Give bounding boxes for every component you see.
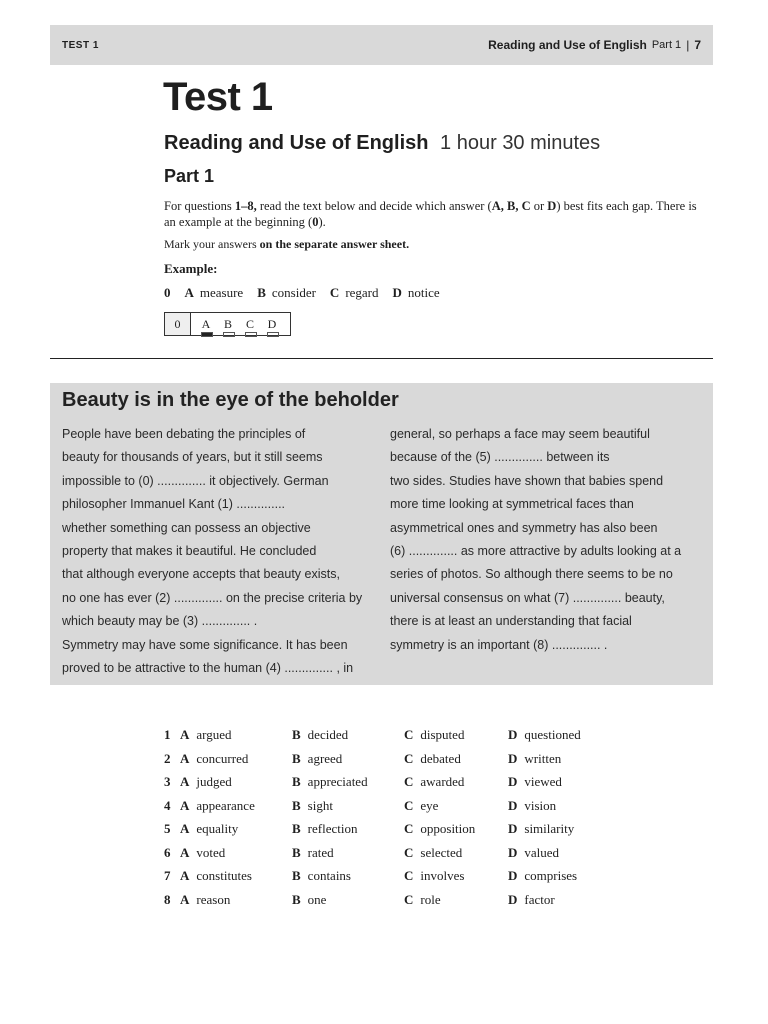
page-header — [50, 25, 713, 65]
option-letter: A — [180, 797, 190, 813]
passage-line: People have been debating the principles of — [62, 427, 306, 441]
option-letter: C — [404, 727, 414, 742]
answer-grid-letter: D — [267, 316, 277, 331]
option-letter: B — [292, 727, 301, 742]
header-section-info — [488, 38, 701, 52]
option-text: viewed — [524, 774, 562, 789]
answer-grid-letter: A — [201, 316, 211, 331]
passage-line: universal consensus on what (7) .............. beauty, — [390, 590, 665, 605]
option-letter: B — [292, 750, 301, 766]
option-a — [180, 841, 292, 865]
option-text: decided — [307, 727, 349, 742]
option-text: appearance — [196, 797, 255, 813]
passage-line: symmetry is an important (8) .............. . — [390, 637, 608, 652]
example-answer-grid — [164, 312, 291, 336]
answer-grid-letter: C — [245, 316, 254, 331]
option-letter: D — [508, 774, 518, 789]
option-text: selected — [420, 844, 463, 860]
option-letter: A — [180, 774, 190, 789]
option-b — [292, 841, 404, 865]
option-text: judged — [196, 774, 232, 789]
option-text: one — [307, 891, 327, 907]
question-number: 8 — [164, 891, 171, 907]
option-text: argued — [196, 727, 232, 742]
subtitle-section: Reading and Use of English — [164, 132, 429, 154]
option-b — [292, 747, 404, 771]
subtitle-duration: 1 hour 30 minutes — [440, 132, 601, 154]
passage-line: property that makes it beautiful. He concluded — [62, 543, 317, 558]
option-c — [404, 794, 508, 818]
option-c — [404, 770, 508, 794]
option-text: sight — [307, 797, 333, 813]
instr-text: ) best fits each gap. There is an example at the beginning ( — [164, 199, 697, 229]
option-d — [508, 747, 608, 771]
option-letter: D — [392, 285, 402, 300]
option-a — [180, 723, 292, 747]
option-text: contains — [307, 868, 351, 883]
option-d — [508, 794, 608, 818]
option-letter: A — [180, 750, 190, 766]
option-letter: B — [257, 285, 266, 300]
option-text: measure — [199, 285, 244, 300]
passage-line: no one has ever (2) .............. on the precise criteria by — [62, 590, 363, 605]
option-text: similarity — [524, 821, 575, 836]
option-a — [180, 770, 292, 794]
option-text: questioned — [524, 727, 581, 742]
option-letter: A — [180, 891, 190, 907]
answer-grid-number: 0 — [165, 313, 191, 335]
header-part: Part 1 — [651, 39, 682, 51]
option-text: rated — [307, 844, 334, 860]
passage-line: philosopher Immanuel Kant (1) .............. — [62, 497, 286, 512]
section-subtitle — [164, 132, 600, 155]
option-text: factor — [524, 891, 555, 907]
example-label: Example: — [164, 261, 218, 276]
page-title: Test 1 — [163, 75, 273, 119]
part-heading: Part 1 — [164, 166, 215, 186]
option-letter: C — [404, 844, 414, 860]
option-c — [404, 723, 508, 747]
passage-left-column — [62, 423, 382, 680]
option-letter: C — [404, 797, 414, 813]
option-d — [508, 841, 608, 865]
instr-bold: A, B, C — [491, 199, 531, 213]
section-divider — [50, 358, 713, 359]
option-c — [404, 747, 508, 771]
question-row — [164, 747, 608, 771]
option-d — [508, 723, 608, 747]
question-row — [164, 841, 608, 865]
question-number: 6 — [164, 844, 171, 860]
passage-line: series of photos. So although there seems to be no — [390, 567, 673, 582]
option-text: concurred — [196, 750, 249, 766]
option-letter: C — [404, 750, 414, 766]
mark-bold: on the separate answer sheet. — [259, 237, 410, 251]
instr-text: or — [530, 199, 548, 213]
option-text: disputed — [420, 727, 465, 742]
option-b — [292, 794, 404, 818]
passage-line: proved to be attractive to the human (4) .............. , in — [62, 660, 354, 675]
option-text: constitutes — [196, 868, 252, 883]
question-number: 4 — [164, 797, 171, 813]
option-d — [508, 770, 608, 794]
passage-title: Beauty is in the eye of the beholder — [62, 389, 399, 411]
option-letter: C — [329, 285, 340, 300]
option-letter: D — [508, 727, 518, 742]
reading-passage — [50, 383, 713, 685]
passage-line: which beauty may be (3) .............. . — [62, 614, 258, 629]
option-letter: B — [292, 868, 301, 883]
option-text: notice — [407, 285, 440, 300]
instr-text: read the text below and decide which answer ( — [256, 199, 492, 213]
header-test-label: TEST 1 — [62, 39, 99, 51]
passage-line: Symmetry may have some significance. It has been — [62, 637, 348, 652]
option-letter: D — [508, 844, 518, 860]
question-number: 3 — [164, 774, 171, 789]
instr-text: For questions — [164, 199, 235, 213]
option-b — [292, 723, 404, 747]
option-letter: C — [404, 868, 414, 883]
option-text: comprises — [524, 868, 578, 883]
example-option — [185, 285, 244, 301]
option-letter: A — [184, 285, 194, 300]
option-text: reason — [196, 891, 231, 907]
question-row — [164, 723, 608, 747]
question-number: 5 — [164, 821, 171, 836]
passage-line: impossible to (0) .............. it objectively. German — [62, 473, 329, 488]
option-text: involves — [420, 868, 465, 883]
option-c — [404, 864, 508, 888]
passage-line: asymmetrical ones and symmetry has also been — [390, 520, 658, 535]
passage-right-column — [390, 423, 708, 657]
option-a — [180, 817, 292, 841]
option-a — [180, 888, 292, 912]
option-text: awarded — [420, 774, 465, 789]
example-options — [164, 285, 440, 301]
option-letter: B — [292, 774, 301, 789]
option-letter: D — [508, 868, 518, 883]
question-row — [164, 864, 608, 888]
passage-line: two sides. Studies have shown that babies spend — [390, 473, 664, 488]
option-c — [404, 817, 508, 841]
header-section: Reading and Use of English — [488, 38, 647, 52]
option-text: debated — [420, 750, 461, 766]
option-letter: B — [292, 821, 301, 836]
example-option — [393, 285, 440, 301]
question-row — [164, 817, 608, 841]
answer-options-list — [164, 723, 608, 911]
option-text: vision — [524, 797, 557, 813]
option-letter: C — [404, 774, 414, 789]
option-text: opposition — [420, 821, 476, 836]
option-b — [292, 888, 404, 912]
option-d — [508, 888, 608, 912]
option-a — [180, 747, 292, 771]
passage-line: more time looking at symmetrical faces than — [390, 497, 634, 512]
example-option — [330, 285, 379, 301]
option-b — [292, 770, 404, 794]
passage-line: beauty for thousands of years, but it still seems — [62, 450, 323, 465]
passage-line: whether something can possess an objective — [62, 520, 311, 535]
question-number: 7 — [164, 868, 171, 883]
option-letter: D — [508, 797, 518, 813]
option-text: valued — [524, 844, 560, 860]
option-text: agreed — [307, 750, 343, 766]
option-b — [292, 864, 404, 888]
header-separator: | — [686, 38, 690, 52]
answer-grid-letter: B — [223, 316, 232, 331]
answer-sheet-note — [164, 237, 409, 252]
question-number: 1 — [164, 727, 171, 742]
option-text: equality — [196, 821, 239, 836]
instr-bold: 0 — [312, 215, 319, 229]
passage-line: general, so perhaps a face may seem beautiful — [390, 427, 650, 441]
option-a — [180, 864, 292, 888]
option-letter: A — [180, 821, 190, 836]
instr-text: ). — [318, 215, 326, 229]
option-text: regard — [345, 285, 379, 300]
question-number: 2 — [164, 750, 171, 766]
option-text: appreciated — [307, 774, 368, 789]
option-letter: A — [180, 868, 190, 883]
option-text: consider — [271, 285, 316, 300]
option-letter: D — [508, 821, 518, 836]
option-d — [508, 864, 608, 888]
passage-line: there is at least an understanding that facial — [390, 614, 632, 629]
instr-bold: 1–8, — [234, 199, 257, 213]
passage-line: because of the (5) .............. between its — [390, 450, 610, 465]
option-letter: B — [292, 891, 301, 907]
option-text: eye — [420, 797, 439, 813]
question-row — [164, 888, 608, 912]
passage-line: (6) .............. as more attractive by adults looking at a — [390, 543, 682, 558]
option-text: written — [524, 750, 562, 766]
instr-bold: D — [547, 199, 557, 213]
question-row — [164, 794, 608, 818]
option-text: role — [420, 891, 441, 907]
option-b — [292, 817, 404, 841]
mark-text: Mark your answers — [164, 237, 260, 251]
option-letter: B — [292, 797, 301, 813]
option-c — [404, 841, 508, 865]
option-letter: A — [180, 727, 190, 742]
option-letter: D — [508, 750, 518, 766]
option-letter: C — [404, 891, 414, 907]
page-number: 7 — [694, 38, 701, 52]
option-letter: B — [292, 844, 301, 860]
example-option — [257, 285, 316, 301]
option-c — [404, 888, 508, 912]
option-letter: C — [404, 821, 414, 836]
option-a — [180, 794, 292, 818]
option-text: reflection — [307, 821, 358, 836]
example-number: 0 — [164, 285, 171, 300]
instructions — [164, 198, 704, 230]
option-letter: D — [508, 891, 518, 907]
option-letter: A — [180, 844, 190, 860]
question-row — [164, 770, 608, 794]
option-text: voted — [196, 844, 226, 860]
passage-line: that although everyone accepts that beauty exists, — [62, 567, 340, 582]
option-d — [508, 817, 608, 841]
